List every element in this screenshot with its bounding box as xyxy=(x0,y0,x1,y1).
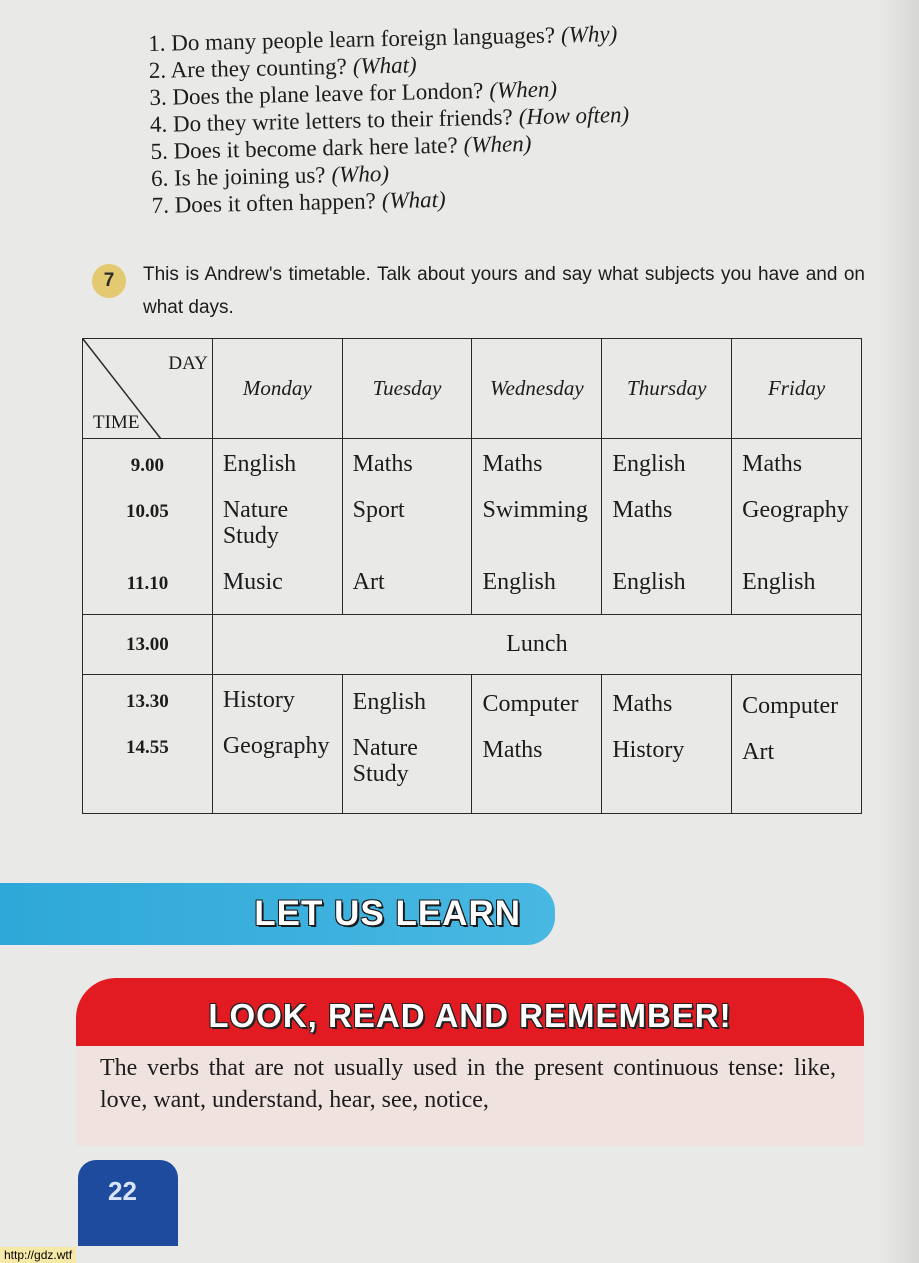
day-header-wednesday: Wednesday xyxy=(472,339,602,439)
day-header-friday: Friday xyxy=(732,339,862,439)
lesson: Swimming xyxy=(482,497,588,523)
lesson: Sport xyxy=(352,497,405,523)
source-url: http://gdz.wtf xyxy=(0,1247,76,1263)
lesson: Music xyxy=(222,569,283,595)
lesson: English xyxy=(742,569,816,595)
tuesday-afternoon-cell xyxy=(342,675,472,814)
look-read-remember-banner: LOOK, READ AND REMEMBER! xyxy=(76,978,864,1046)
day-header-monday: Monday xyxy=(212,339,342,439)
page-number: 22 xyxy=(78,1160,178,1246)
question-item: 6. Is he joining us? (Who) xyxy=(150,160,390,191)
wednesday-morning-cell xyxy=(472,439,602,615)
day-header-tuesday: Tuesday xyxy=(342,339,472,439)
lesson: Computer xyxy=(742,693,839,719)
lesson: Maths xyxy=(742,451,803,477)
monday-morning-cell xyxy=(212,439,342,615)
friday-afternoon-cell xyxy=(732,675,862,814)
lesson: Nature Study xyxy=(222,497,289,549)
lesson: Geography xyxy=(742,497,849,523)
question-item: 1. Do many people learn foreign languages? (Why) xyxy=(148,21,618,56)
exercise-number-badge: 7 xyxy=(92,264,126,298)
morning-times-cell xyxy=(83,439,213,615)
friday-morning-cell xyxy=(732,439,862,615)
timetable-morning-row xyxy=(83,439,862,615)
timetable-header-row xyxy=(83,339,862,439)
let-us-learn-banner: LET US LEARN xyxy=(0,883,555,945)
lesson: English xyxy=(222,451,297,477)
exercise-instruction: This is Andrew's timetable. Talk about yours and say what subjects you have and on what days. xyxy=(143,264,865,318)
time-label: 9.00 xyxy=(130,455,165,476)
day-header-thursday: Thursday xyxy=(602,339,732,439)
lesson: Art xyxy=(352,569,385,595)
question-list xyxy=(148,16,812,219)
corner-time-label: TIME xyxy=(93,412,140,433)
time-label: 11.10 xyxy=(126,573,169,594)
afternoon-times-cell xyxy=(83,675,213,814)
lesson: Maths xyxy=(482,451,543,477)
time-label: 13.30 xyxy=(126,691,169,712)
lesson: English xyxy=(612,569,686,595)
remember-text: The verbs that are not usually used in the present continuous tense: like, love, want, understand, hear, see, notice, xyxy=(100,1055,836,1113)
lunch-cell: Lunch xyxy=(212,615,861,675)
tuesday-morning-cell xyxy=(342,439,472,615)
timetable-corner-cell xyxy=(83,339,213,439)
lesson: Geography xyxy=(222,733,330,759)
lesson: Maths xyxy=(612,691,673,717)
wednesday-afternoon-cell xyxy=(472,675,602,814)
lesson: History xyxy=(612,737,685,763)
time-label: 14.55 xyxy=(126,737,169,758)
question-item: 4. Do they write letters to their friends? (How often) xyxy=(149,101,630,137)
timetable-lunch-row xyxy=(83,615,862,675)
time-label: 10.05 xyxy=(126,501,169,522)
lesson: English xyxy=(352,689,426,715)
corner-day-label: DAY xyxy=(168,353,208,374)
lesson: History xyxy=(222,687,295,713)
question-item: 7. Does it often happen? (What) xyxy=(151,186,446,218)
thursday-morning-cell xyxy=(602,439,732,615)
thursday-afternoon-cell xyxy=(602,675,732,814)
question-item: 2. Are they counting? (What) xyxy=(148,52,417,83)
lesson: Maths xyxy=(352,451,413,477)
lunch-time-cell: 13.00 xyxy=(83,615,213,675)
lesson: Maths xyxy=(612,497,673,523)
lesson: Nature Study xyxy=(352,735,418,787)
lesson: English xyxy=(612,451,686,477)
question-item: 5. Does it become dark here late? (When) xyxy=(150,130,532,164)
lesson: English xyxy=(482,569,556,595)
question-item: 3. Does the plane leave for London? (When) xyxy=(149,76,558,110)
page-edge-shadow xyxy=(879,0,919,1263)
timetable-afternoon-row xyxy=(83,675,862,814)
monday-afternoon-cell xyxy=(212,675,342,814)
lesson: Art xyxy=(742,739,775,765)
lesson: Maths xyxy=(482,737,543,763)
timetable xyxy=(82,338,862,814)
lesson: Computer xyxy=(482,691,579,717)
